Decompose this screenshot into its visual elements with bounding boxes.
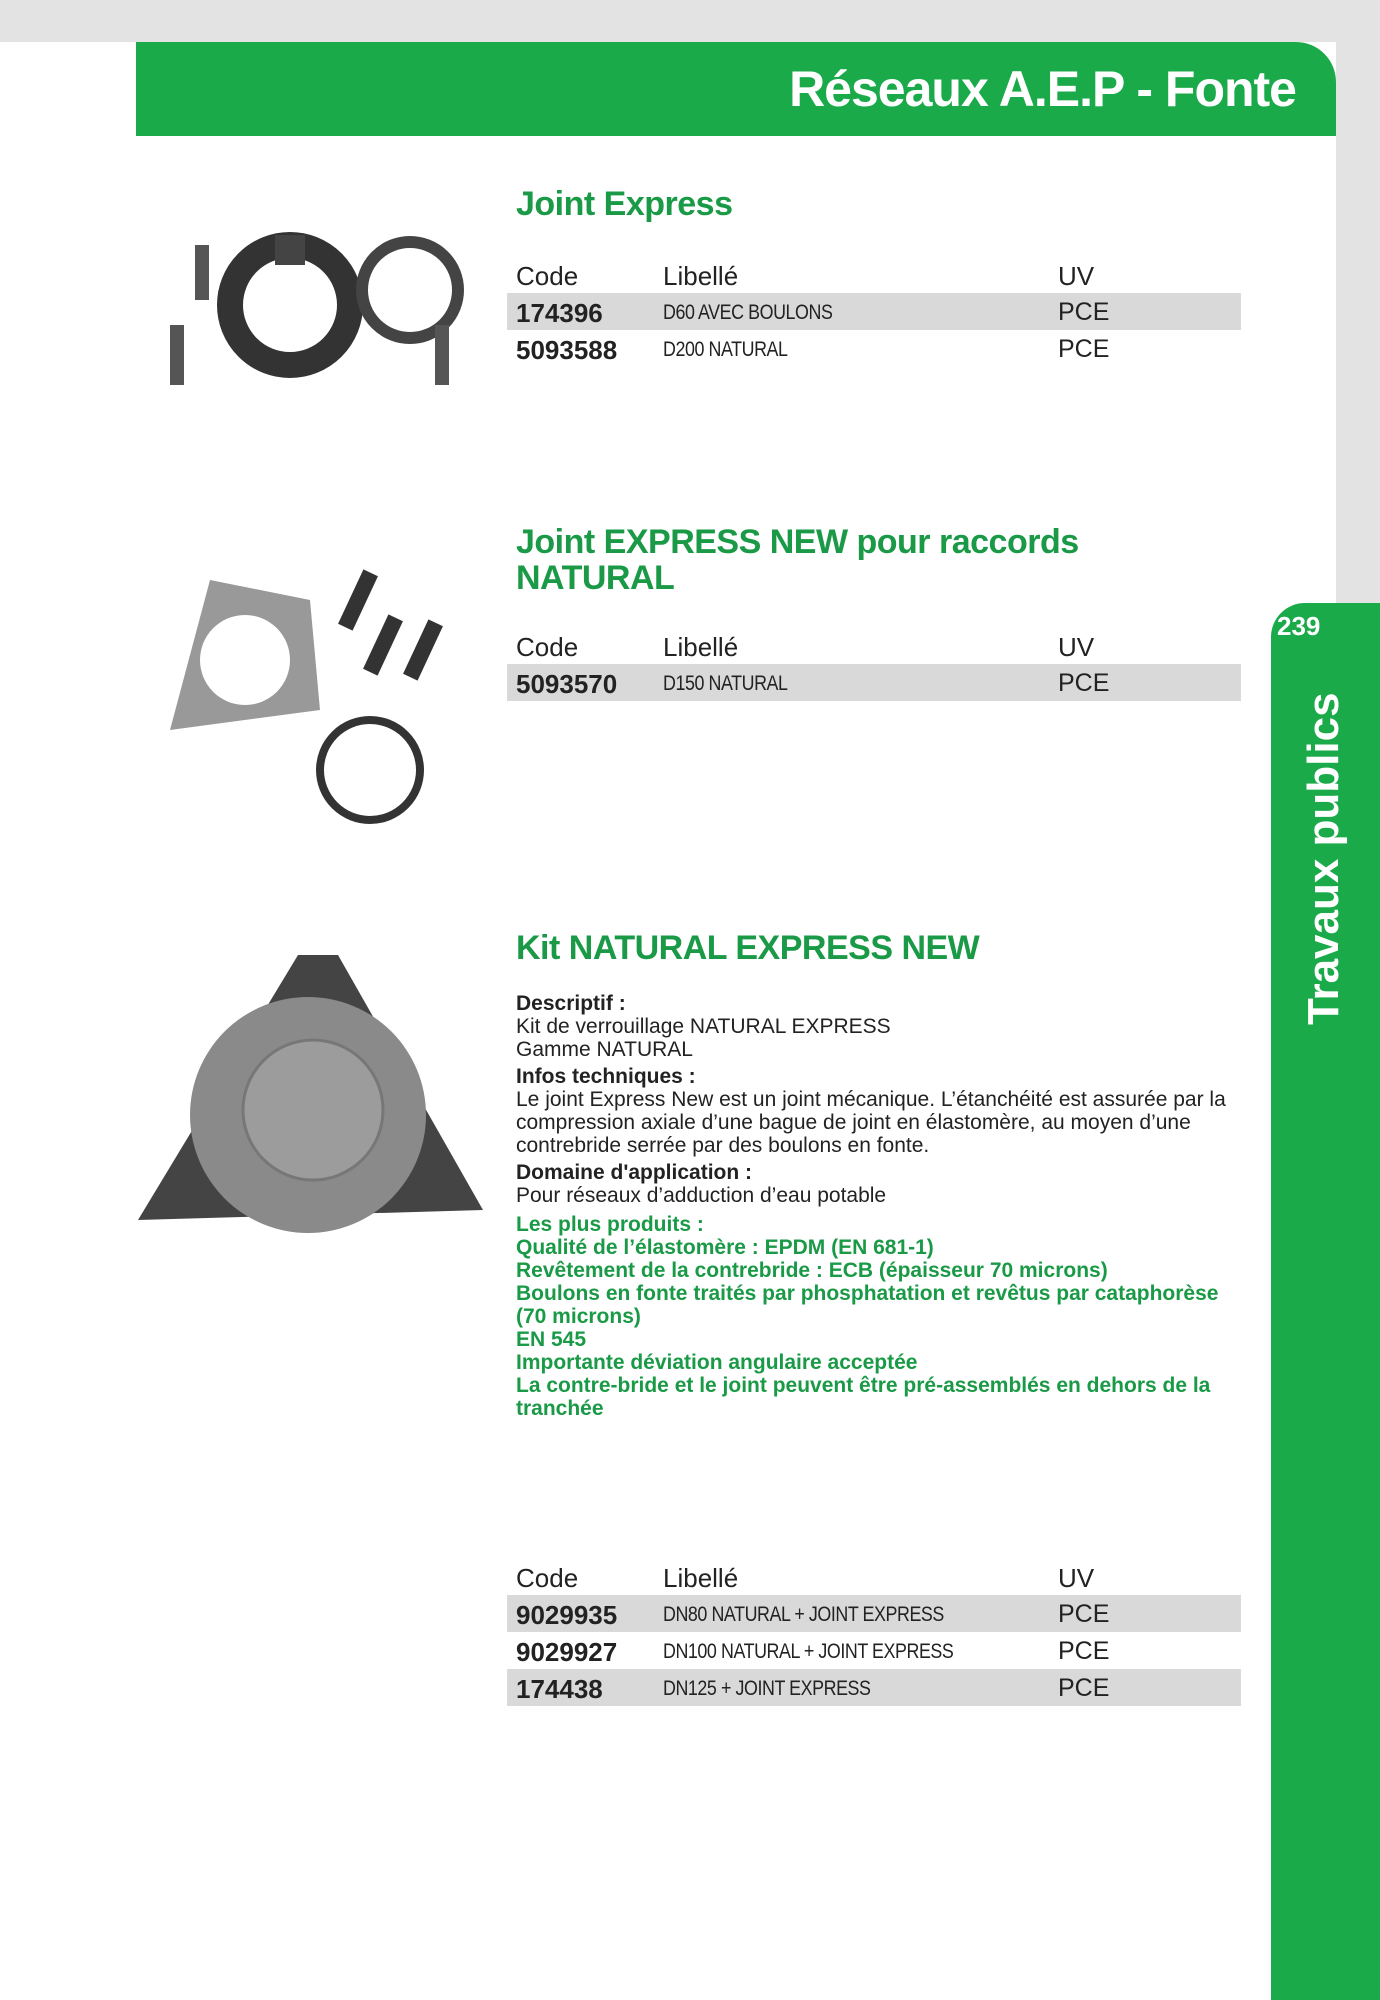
table-header-row: [507, 627, 1241, 664]
cell-code: 9029927: [516, 1637, 618, 1667]
plus-item: Revêtement de la contrebride : ECB (épaisseur 70 microns): [516, 1259, 1108, 1282]
table-header-row: [507, 256, 1241, 293]
product-table: [507, 1558, 1241, 1706]
cell-libelle: D150 NATURAL: [663, 672, 788, 695]
header-libelle: Libellé: [663, 261, 739, 291]
kit-natural-express-image: [138, 950, 483, 1260]
joint-express-image: [160, 215, 480, 415]
top-band: [0, 0, 1380, 42]
header-libelle: Libellé: [663, 1563, 739, 1593]
kit-description: [516, 988, 1236, 1420]
product-table: [507, 627, 1241, 701]
cell-code: 174396: [516, 298, 603, 328]
header-uv: UV: [1058, 261, 1095, 291]
plus-item: Boulons en fonte traités par phosphatation et revêtus par cataphorèse (70 microns): [516, 1282, 1219, 1328]
page-header: [136, 42, 1336, 136]
cell-code: 5093588: [516, 335, 618, 365]
cell-libelle: D200 NATURAL: [663, 338, 788, 361]
descriptif-line: Kit de verrouillage NATURAL EXPRESS: [516, 1015, 891, 1038]
table-row: [507, 1595, 1241, 1632]
header-uv: UV: [1058, 632, 1095, 662]
cell-uv: PCE: [1058, 298, 1110, 326]
descriptif-line: Gamme NATURAL: [516, 1038, 693, 1061]
table-row: [507, 1669, 1241, 1706]
cell-uv: PCE: [1058, 335, 1110, 363]
cell-uv: PCE: [1058, 1637, 1110, 1665]
plus-item: La contre-bride et le joint peuvent être pré-assemblés en dehors de la tranchée: [516, 1374, 1211, 1420]
domaine-label: Domaine d'application :: [516, 1161, 753, 1184]
product-table: [507, 256, 1241, 367]
cell-libelle: DN125 + JOINT EXPRESS: [663, 1677, 871, 1700]
cell-uv: PCE: [1058, 1600, 1110, 1628]
section-title: Kit NATURAL EXPRESS NEW: [516, 929, 980, 967]
table-row: [507, 1632, 1241, 1669]
cell-libelle: D60 AVEC BOULONS: [663, 301, 833, 324]
descriptif-label: Descriptif :: [516, 992, 626, 1015]
cell-libelle: DN80 NATURAL + JOINT EXPRESS: [663, 1603, 944, 1626]
header-code: Code: [516, 261, 579, 291]
table-header-row: [507, 1558, 1241, 1595]
plus-label: Les plus produits :: [516, 1213, 704, 1236]
table-row: [507, 330, 1241, 367]
section-title: Joint Express: [516, 185, 733, 223]
cell-uv: PCE: [1058, 669, 1110, 697]
section-title: Joint EXPRESS NEW pour raccords NATURAL: [516, 523, 1079, 597]
infos-label: Infos techniques :: [516, 1065, 696, 1088]
cell-uv: PCE: [1058, 1674, 1110, 1702]
page-title: Réseaux A.E.P - Fonte: [789, 61, 1296, 117]
table-row: [507, 293, 1241, 330]
side-tab: [1271, 603, 1380, 2000]
cell-code: 174438: [516, 1674, 603, 1704]
header-libelle: Libellé: [663, 632, 739, 662]
plus-item: Qualité de l’élastomère : EPDM (EN 681-1): [516, 1236, 934, 1259]
joint-express-new-image: [150, 560, 450, 830]
cell-libelle: DN100 NATURAL + JOINT EXPRESS: [663, 1640, 954, 1663]
section-label: Travaux publics: [1299, 692, 1348, 1025]
cell-code: 9029935: [516, 1600, 618, 1630]
infos-text: Le joint Express New est un joint mécanique. L’étanchéité est assurée par la compression axiale d’une bague de joint en élastomère, au moyen d’une contrebride serrée par des boulons en fonte.: [516, 1088, 1226, 1157]
header-uv: UV: [1058, 1563, 1095, 1593]
domaine-text: Pour réseaux d’adduction d’eau potable: [516, 1184, 887, 1207]
cell-code: 5093570: [516, 669, 618, 699]
table-row: [507, 664, 1241, 701]
header-code: Code: [516, 632, 579, 662]
page-number: 239: [1277, 611, 1321, 641]
plus-item: Importante déviation angulaire acceptée: [516, 1351, 918, 1374]
header-code: Code: [516, 1563, 579, 1593]
plus-item: EN 545: [516, 1328, 587, 1351]
